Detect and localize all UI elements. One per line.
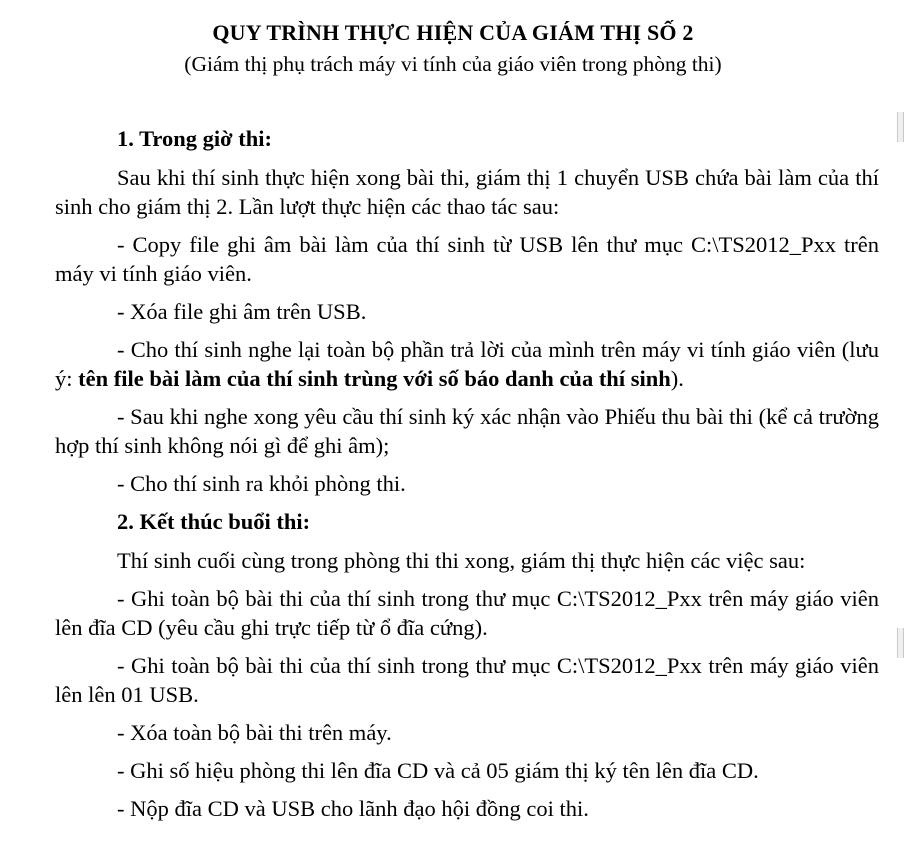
section1-step-playback bbox=[55, 335, 879, 393]
section1-step-copy-file: - Copy file ghi âm bài làm của thí sinh từ USB lên thư mục C:\TS2012_Pxx trên máy vi tính giáo viên. bbox=[55, 232, 879, 286]
section2-intro: Thí sinh cuối cùng trong phòng thi thi xong, giám thị thực hiện các việc sau: bbox=[117, 548, 806, 573]
section2-step-delete-all: - Xóa toàn bộ bài thi trên máy. bbox=[117, 720, 392, 745]
section1-step-dismiss: - Cho thí sinh ra khỏi phòng thi. bbox=[117, 471, 406, 496]
section1-step-sign-receipt: - Sau khi nghe xong yêu cầu thí sinh ký xác nhận vào Phiếu thu bài thi (kể cả trường hợp thí sinh không nói gì để ghi âm); bbox=[55, 404, 879, 458]
section-heading-during-exam: 1. Trong giờ thi: bbox=[117, 126, 272, 151]
section1-step-delete-usb-file: - Xóa file ghi âm trên USB. bbox=[117, 299, 367, 324]
document-subtitle: (Giám thị phụ trách máy vi tính của giáo viên trong phòng thi) bbox=[184, 52, 722, 76]
section-heading-end-of-session: 2. Kết thúc buổi thi: bbox=[117, 509, 311, 534]
section2-step-label-cd: - Ghi số hiệu phòng thi lên đĩa CD và cả 05 giám thị ký tên lên đĩa CD. bbox=[117, 758, 759, 783]
margin-marker bbox=[897, 112, 904, 142]
section2-step-submit: - Nộp đĩa CD và USB cho lãnh đạo hội đồng coi thi. bbox=[117, 796, 589, 821]
playback-text: - Cho thí sinh nghe lại toàn bộ phần trả lời của mình trên máy vi tính giáo viên (lưu ý: bbox=[55, 337, 879, 391]
margin-marker bbox=[897, 628, 904, 658]
section2-step-burn-cd: - Ghi toàn bộ bài thi của thí sinh trong thư mục C:\TS2012_Pxx trên máy giáo viên lên đĩa CD (yêu cầu ghi trực tiếp từ ổ đĩa cứng). bbox=[55, 586, 879, 640]
playback-note-bold: tên file bài làm của thí sinh trùng với số báo danh của thí sinh bbox=[78, 366, 671, 391]
document-body bbox=[55, 124, 879, 832]
document-title: QUY TRÌNH THỰC HIỆN CỦA GIÁM THỊ SỐ 2 bbox=[212, 20, 694, 45]
playback-text-end: ). bbox=[670, 366, 684, 391]
section1-intro: Sau khi thí sinh thực hiện xong bài thi, giám thị 1 chuyển USB chứa bài làm của thí sinh cho giám thị 2. Lần lượt thực hiện các thao tác sau: bbox=[55, 165, 879, 219]
section2-step-copy-usb: - Ghi toàn bộ bài thi của thí sinh trong thư mục C:\TS2012_Pxx trên máy giáo viên lên lên 01 USB. bbox=[55, 653, 879, 707]
